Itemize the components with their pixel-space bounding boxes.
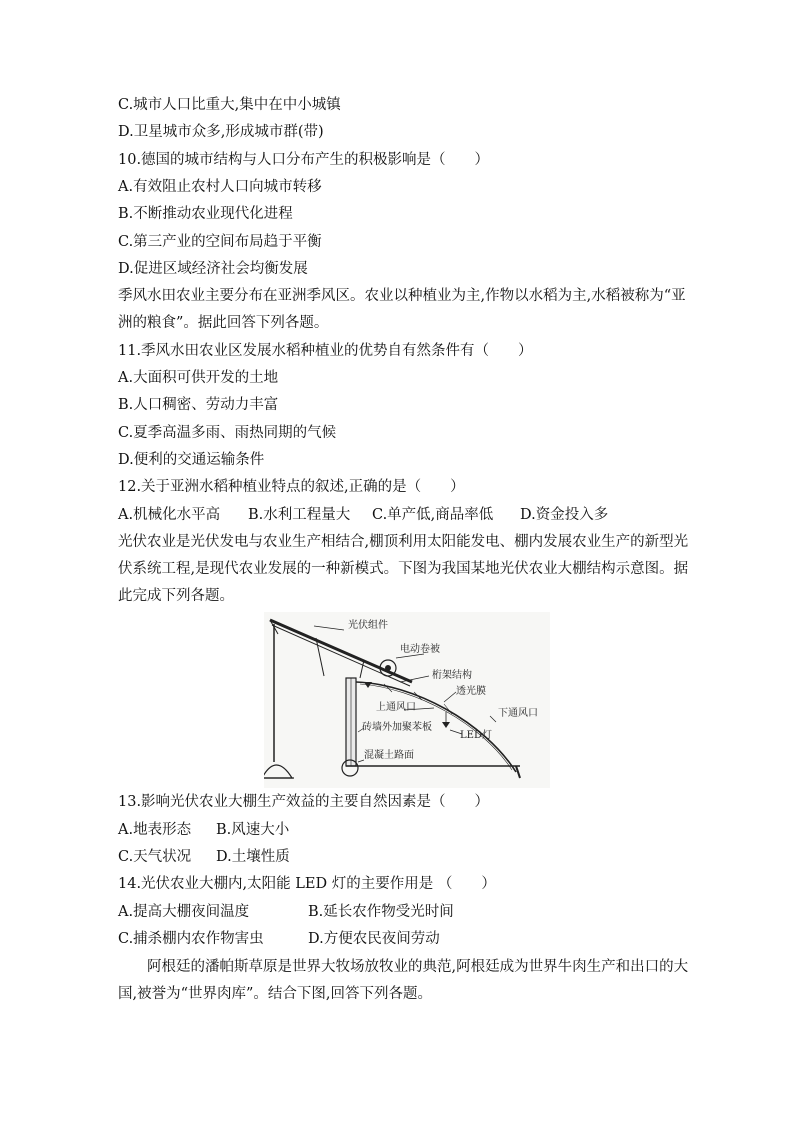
q12-options xyxy=(118,505,608,525)
q14-option-b: B.延长农作物受光时间 xyxy=(308,904,454,920)
q12-option-d: D.资金投入多 xyxy=(520,507,609,523)
intro-argentina-2: 国,被誉为“世界肉库”。结合下图,回答下列各题。 xyxy=(118,986,433,1002)
q14-option-a: A.提高大棚夜间温度 xyxy=(118,904,250,920)
q14-options-ab xyxy=(118,902,454,922)
q11-option-c: C.夏季高温多雨、雨热同期的气候 xyxy=(118,425,337,441)
q13-option-c: C.天气状况 xyxy=(118,849,192,865)
q12-option-b: B.水利工程量大 xyxy=(248,507,351,523)
label-upper-vent: 上通风口 xyxy=(376,702,416,713)
label-road: 混凝土路面 xyxy=(364,750,414,761)
label-motor-roller: 电动卷被 xyxy=(400,644,440,655)
q10-option-c: C.第三产业的空间布局趋于平衡 xyxy=(118,234,322,250)
option-d-prev: D.卫星城市众多,形成城市群(带) xyxy=(118,124,324,140)
label-led: LED灯 xyxy=(460,730,492,741)
intro-pv-1: 光伏农业是光伏发电与农业生产相结合,棚顶利用太阳能发电、棚内发展农业生产的新型光 xyxy=(118,534,689,550)
q11-option-d: D.便利的交通运输条件 xyxy=(118,452,265,468)
q13-option-d: D.土壤性质 xyxy=(216,849,290,865)
intro-pv-2: 伏系统工程,是现代农业发展的一种新模式。下图为我国某地光伏农业大棚结构示意图。据 xyxy=(118,561,689,577)
q10-option-d: D.促进区域经济社会均衡发展 xyxy=(118,261,308,277)
intro-monsoon-2: 洲的粮食”。据此回答下列各题。 xyxy=(118,315,329,331)
q13-options-ab xyxy=(118,820,289,840)
q11-option-a: A.大面积可供开发的土地 xyxy=(118,370,279,386)
intro-argentina-1: 阿根廷的潘帕斯草原是世界大牧场放牧业的典范,阿根廷成为世界牛肉生产和出口的大 xyxy=(118,959,689,975)
q12-option-a: A.机械化水平高 xyxy=(118,507,221,523)
q14-option-c: C.捕杀棚内农作物害虫 xyxy=(118,931,264,947)
label-truss: 桁架结构 xyxy=(432,670,472,681)
question-13: 13.影响光伏农业大棚生产效益的主要自然因素是（ ） xyxy=(118,794,490,810)
question-12: 12.关于亚洲水稻种植业特点的叙述,正确的是（ ） xyxy=(118,479,465,495)
question-10: 10.德国的城市结构与人口分布产生的积极影响是（ ） xyxy=(118,152,490,168)
pv-greenhouse-diagram xyxy=(264,612,550,788)
q14-options-cd xyxy=(118,929,440,949)
q13-option-b: B.风速大小 xyxy=(216,822,290,838)
q11-option-b: B.人口稠密、劳动力丰富 xyxy=(118,397,279,413)
q13-options-cd xyxy=(118,847,290,867)
q13-option-a: A.地表形态 xyxy=(118,822,192,838)
q10-option-a: A.有效阻止农村人口向城市转移 xyxy=(118,179,322,195)
label-pv-module: 光伏组件 xyxy=(348,620,388,631)
label-film: 透光膜 xyxy=(456,686,486,697)
label-wall: 砖墙外加聚苯板 xyxy=(362,722,432,733)
option-c-prev: C.城市人口比重大,集中在中小城镇 xyxy=(118,97,341,113)
label-lower-vent: 下通风口 xyxy=(498,708,538,719)
q14-option-d: D.方便农民夜间劳动 xyxy=(308,931,440,947)
question-11: 11.季风水田农业区发展水稻种植业的优势自有然条件有（ ） xyxy=(118,343,533,359)
q12-option-c: C.单产低,商品率低 xyxy=(372,507,494,523)
intro-monsoon-1: 季风水田农业主要分布在亚洲季风区。农业以种植业为主,作物以水稻为主,水稻被称为“亚 xyxy=(118,288,686,304)
intro-pv-3: 此完成下列各题。 xyxy=(118,588,234,604)
q10-option-b: B.不断推动农业现代化进程 xyxy=(118,206,293,222)
question-14: 14.光伏农业大棚内,太阳能 LED 灯的主要作用是 （ ） xyxy=(118,876,496,892)
